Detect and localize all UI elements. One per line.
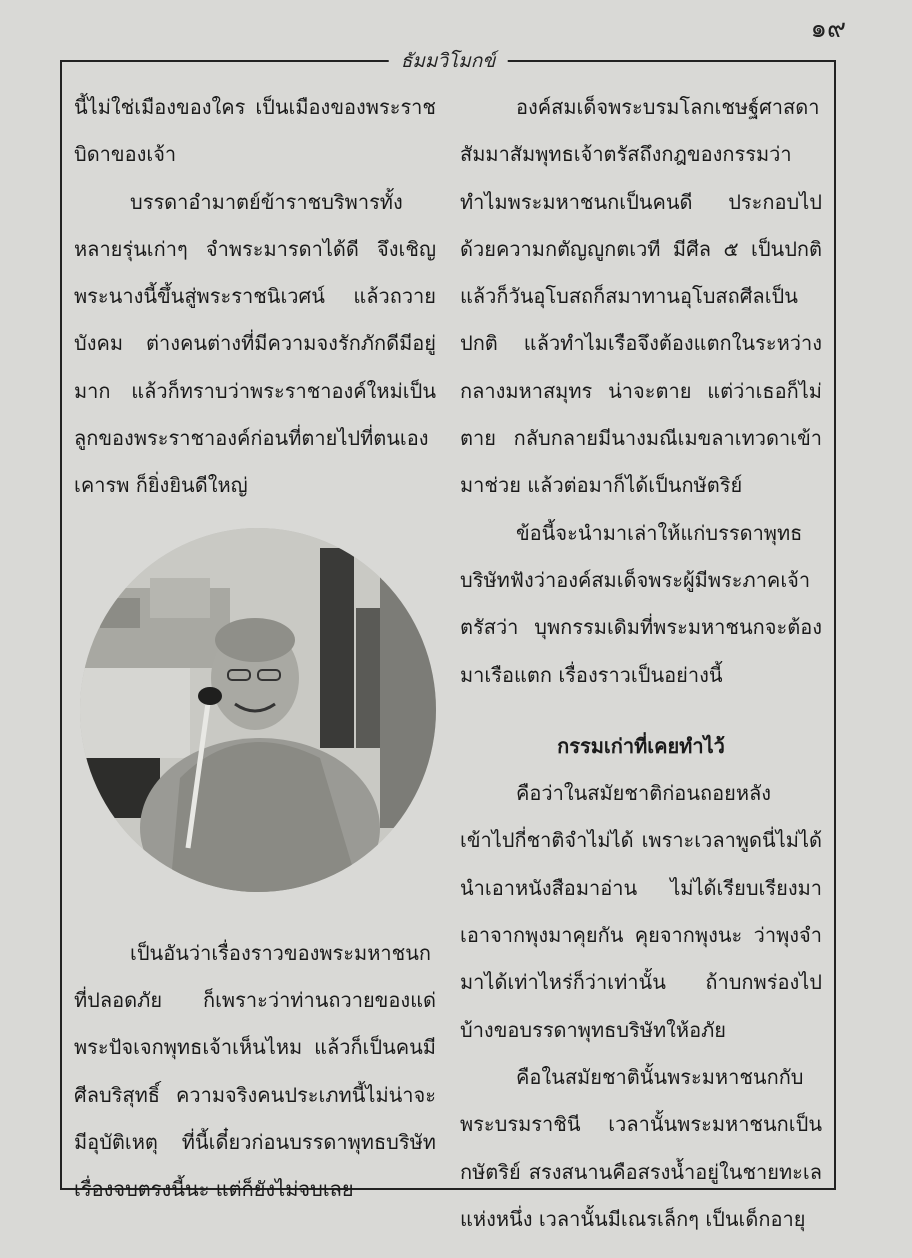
- smiling-monk-photo-icon: [80, 528, 436, 892]
- header-title: ธัมมวิโมกข์: [389, 46, 508, 76]
- paragraph: เป็นอันว่าเรื่องราวของพระมหาชนกที่ปลอดภัย ก็เพราะว่าท่านถวายของแด่พระปัจเจกพุทธเจ้าเห็นไหม แล้วก็เป็นคนมีศีลบริสุทธิ์ ความจริงคนประเภทนี้ไม่น่าจะมีอุบัติเหตุ ที่นี้เดี๋ยวก่อนบรรดาพุทธบริษัทเรื่องจบตรงนี้นะ แต่ก็ยังไม่จบเลย: [74, 940, 436, 1202]
- paragraph: คือว่าในสมัยชาติก่อนถอยหลังเข้าไปกี่ชาติจำไม่ได้ เพราะเวลาพูดนี่ไม่ได้นำเอาหนังสือมาอ่าน ไม่ได้เรียบเรียงมา เอาจากพุงมาคุยกัน คุยจากพุงนะ ว่าพุงจำมาได้เท่าไหร่ก็ว่าเท่านั้น ถ้าบกพร่องไปบ้างขอบรรดาพุทธบริษัทให้อภัย: [460, 781, 822, 1042]
- right-column: [460, 84, 822, 1243]
- photo-container: [74, 524, 436, 896]
- monk-photo: [80, 528, 436, 892]
- paragraph: ข้อนี้จะนำมาเล่าให้แก่บรรดาพุทธบริษัทฟังว่าองค์สมเด็จพระผู้มีพระภาคเจ้าตรัสว่า บุพกรรมเดิมที่พระมหาชนกจะต้องมาเรือแตก เรื่องราวเป็นอย่างนี้: [460, 520, 822, 687]
- page-number: ๑๙: [810, 14, 846, 44]
- paragraph: องค์สมเด็จพระบรมโลกเชษฐ์ศาสดาสัมมาสัมพุทธเจ้าตรัสถึงกฎของกรรมว่าทำไมพระมหาชนกเป็นคนดี ประกอบไปด้วยความกตัญญูกตเวที มีศีล ๕ เป็นปกติ แล้วก็วันอุโบสถก็สมาทานอุโบสถศีลเป็นปกติ แล้วทำไมเรือจึงต้องแตกในระหว่างกลางมหาสมุทร น่าจะตาย แต่ว่าเธอก็ไม่ตาย กลับกลายมีนางมณีเมขลาเทวดาเข้ามาช่วย แล้วต่อมาก็ได้เป็นกษัตริย์: [460, 95, 822, 498]
- left-column: [74, 84, 436, 1213]
- paragraph: บรรดาอำมาตย์ข้าราชบริพารทั้งหลายรุ่นเก่าๆ จำพระมารดาได้ดี จึงเชิญพระนางนี้ขึ้นสู่พระราชนิเวศน์ แล้วถวายบังคม ต่างคนต่างที่มีความจงรักภักดีมีอยู่มาก แล้วก็ทราบว่าพระราชาองค์ใหม่เป็นลูกของพระราชาองค์ก่อนที่ตายไปที่ตนเองเคารพ ก็ยิ่งยินดีใหญ่: [74, 189, 436, 498]
- section-heading: กรรมเก่าที่เคยทำไว้: [557, 733, 725, 758]
- paragraph: คือในสมัยชาตินั้นพระมหาชนกกับพระบรมราชินี เวลานั้นพระมหาชนกเป็นกษัตริย์ สรงสนานคือสรงน้ำอยู่ในชายทะเลแห่งหนึ่ง เวลานั้นมีเณรเล็กๆ เป็นเด็กอายุ: [460, 1064, 822, 1231]
- paragraph: นี้ไม่ใช่เมืองของใคร เป็นเมืองของพระราชบิดาของเจ้า: [74, 95, 436, 167]
- page-frame: [60, 50, 836, 1231]
